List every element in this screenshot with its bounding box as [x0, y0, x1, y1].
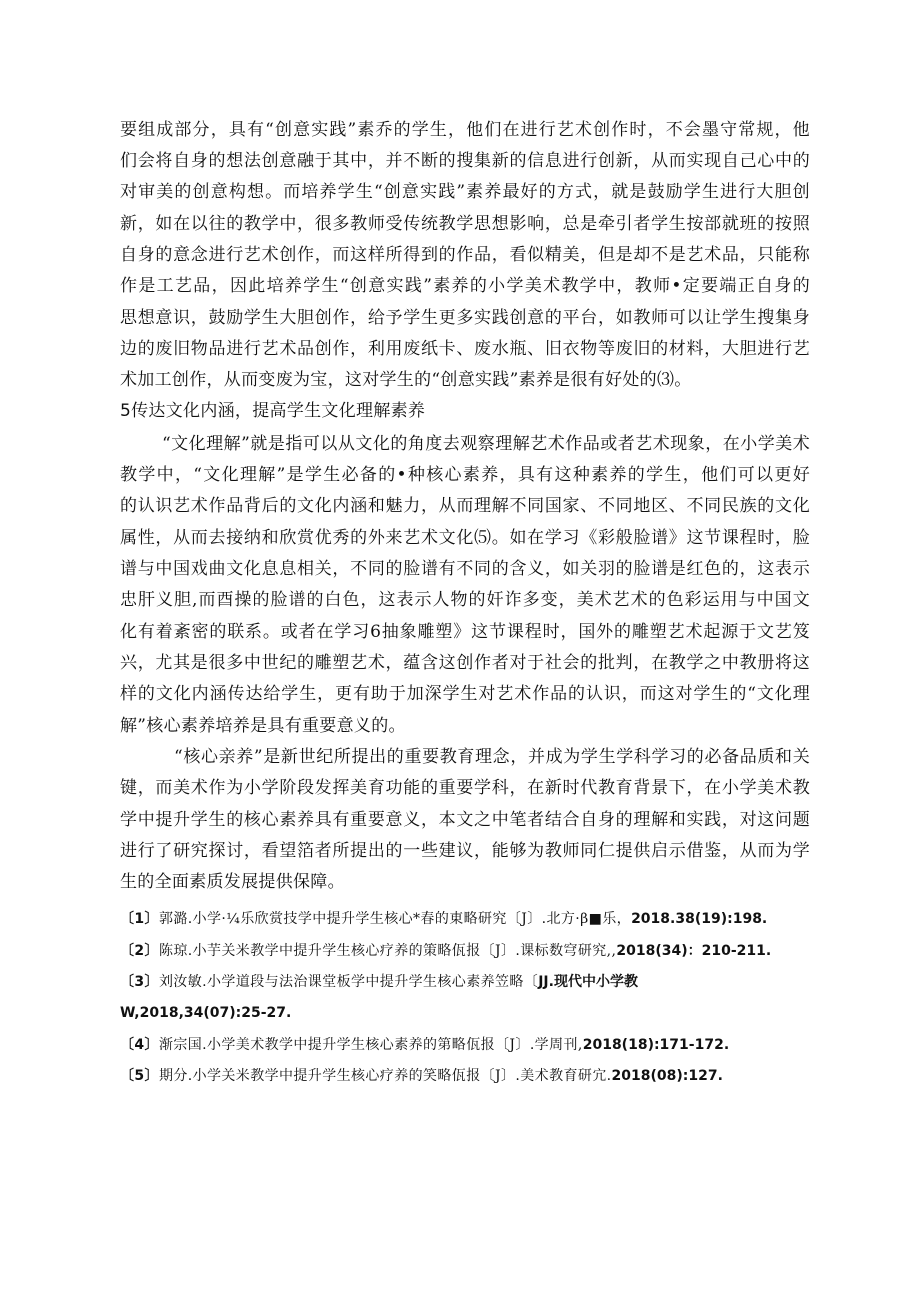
reference-citation: W,2018,34(07):25-27.: [120, 1005, 292, 1021]
paragraph-line: 教学中，“文化理解”是学生必备的•种核心素养，具有这种素养的学生，他们可以更好: [120, 465, 810, 485]
paragraph-line: 们会将自身的想法创意融于其中，并不断的搜集新的信息进行创新，从而实现自己心中的: [120, 151, 810, 171]
paragraph-line: 键，而美术作为小学阶段发挥美育功能的重要学科，在新时代教育背景下，在小学美术教: [120, 778, 810, 798]
paragraph-line: 要组成部分，具有“创意实践”素乔的学生，他们在进行艺术创作时，不会墨守常规，他: [120, 120, 810, 140]
reference-item: [120, 941, 771, 961]
reference-item: [120, 1035, 729, 1055]
paragraph-line: 新，如在以往的教学中，很多教师受传统教学思想影响，总是牵引者学生按部就班的按照: [120, 214, 810, 234]
paragraph-line: 的认识艺术作品背后的文化内涵和魅力，从而理解不同国家、不同地区、不同民族的文化: [120, 496, 810, 516]
reference-citation: 2018.38(19):198.: [631, 911, 768, 927]
reference-citation: 2018(34)：210-211.: [616, 943, 772, 959]
section-heading: 5传达文化内涵，提高学生文化理解素养: [120, 401, 426, 421]
reference-text: 陈琼.小芋关米教学中提升学生核心疗养的策略佤报〔J〕.课标数穹研究,,: [158, 943, 617, 959]
reference-number: 〔1〕: [120, 911, 159, 927]
paragraph-line: 学中提升学生的核心素养具有重要意义，本文之中笔者结合自身的理解和实践，对这问题: [120, 810, 810, 830]
paragraph-line: 属性，从而去接纳和欣赏优秀的外来艺术文化⑸。如在学习《彩般脸谱》这节课程时，脸: [120, 528, 810, 548]
reference-item: [120, 1066, 723, 1086]
reference-text: 渐宗国.小学美术教学中提升学生核心素养的第略佤报〔J〕.学周刊,: [158, 1037, 583, 1053]
reference-number: 〔4〕: [120, 1037, 159, 1053]
reference-citation: 2018(18):171-172.: [582, 1037, 730, 1053]
paragraph-line: “文化理解”就是指可以从文化的角度去观察理解艺术作品或者艺术现象，在小学美术: [162, 434, 810, 454]
paragraph-line: 样的文化内涵传达给学生，更有助于加深学生对艺术作品的认识，而这对学生的“文化理: [120, 684, 810, 704]
reference-citation: 2018(08):127.: [611, 1068, 723, 1084]
paragraph-line: 对审美的创意构想。而培养学生“创意实践”素养最好的方式，就是鼓励学生进行大胆创: [120, 182, 810, 202]
paragraph-line: 进行了研究探讨，看望箔者所提出的一些建议，能够为教师同仁提供启示借鉴，从而为学: [120, 841, 810, 861]
paragraph-line: 术加工创作，从而变废为宝，这对学生的“创意实践”素养是很有好处的⑶。: [120, 370, 692, 390]
reference-number: 〔2〕: [120, 943, 159, 959]
paragraph-line: 忠肝义胆,而酉操的脸谱的白色，这表示人物的奸诈多变，美术艺术的色彩运用与中国文: [120, 590, 810, 610]
paragraph-line: 思想意识，鼓励学生大胆创作，给予学生更多实践创意的平台，如教师可以让学生搜集身: [120, 308, 810, 328]
reference-item: [120, 972, 638, 992]
reference-number: 〔3〕: [120, 974, 159, 990]
paragraph-line: 谱与中国戏曲文化息息相关，不同的脸谱有不同的含义，如关羽的脸谱是红色的，这表示: [120, 559, 810, 579]
paragraph-line: 兴，尤其是很多中世纪的雕塑艺术，蕴含这创作者对于社会的批判，在教学之中教册将这: [120, 653, 810, 673]
paragraph-line: 边的废旧物品进行艺术品创作，利用废纸卡、废水瓶、旧衣物等废旧的材料，大胆进行艺: [120, 339, 810, 359]
paragraph-line: 自身的意念进行艺术创作，而这样所得到的作品，看似精美，但是却不是艺术品，只能称: [120, 245, 810, 265]
reference-number: 〔5〕: [120, 1068, 159, 1084]
paragraph-line: 化有着紊密的联系。或者在学习6抽象雕塑》这节课程时，国外的雕塑艺术起源于文艺笈: [120, 622, 810, 642]
paragraph-line: 解”核心素养培养是具有重要意义的。: [120, 716, 406, 736]
paragraph-line: “核心亲养”是新世纪所提出的重要教育理念，并成为学生学科学习的必备品质和关: [174, 747, 810, 767]
reference-item-continuation: [120, 1003, 291, 1023]
reference-text: 郭潞.小学·¼乐欣赏技学中提升学生核心*春的東略研究〔J〕.北方·β■乐，: [158, 911, 632, 927]
paragraph-line: 作是工艺品，因此培养学生“创意实践”素养的小学美术教学中，教师•定要端正自身的: [120, 276, 810, 296]
reference-text: 刘汝敏.小学道段与法治课堂板学中提升学生核心素养笠略〔: [158, 974, 539, 990]
paragraph-line: 生的全面素质发展提供保障。: [120, 872, 345, 892]
reference-citation: JJ.现代中小学教: [538, 974, 638, 990]
reference-item: [120, 909, 767, 929]
reference-text: 期分.小学关米教学中提升学生核心疗养的笑略佤报〔J〕.美术教育研宂.: [158, 1068, 612, 1084]
